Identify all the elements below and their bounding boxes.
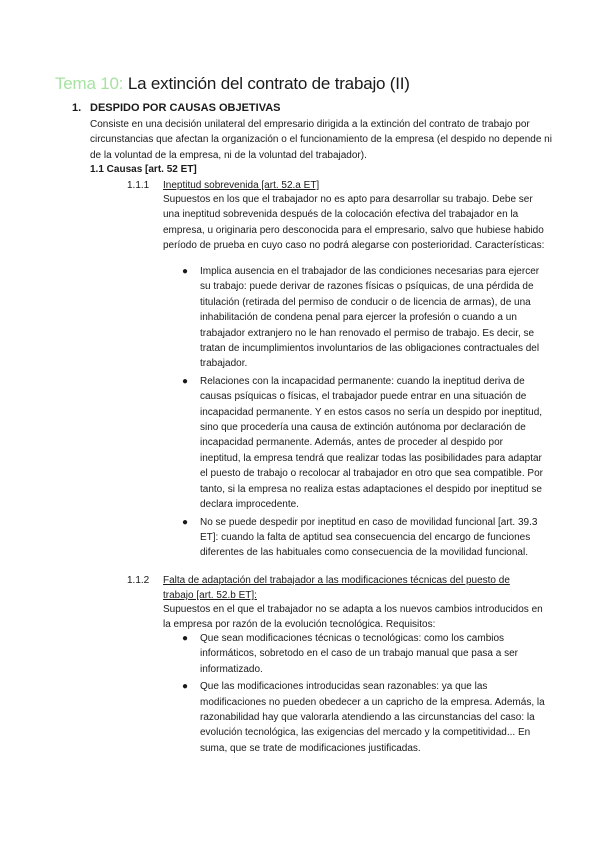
bullet-icon: ●	[182, 516, 189, 528]
subsection-heading: 1.1 Causas [art. 52 ET]	[90, 164, 197, 175]
list-item	[180, 264, 546, 372]
ineptitud-list	[180, 264, 546, 561]
list-item-text: Que las modificaciones introducidas sean razonables: ya que las modificaciones no pueden obedecer a un capricho de la empresa. Además, la razonabilidad hay que valorarla atendiendo a las circunstancias del caso: la evolución tecnológica, las exigencias del mercado y la competitividad... En suma, que se trate de modificaciones justificadas.	[200, 681, 545, 754]
page-title	[55, 74, 410, 94]
section-title: DESPIDO POR CAUSAS OBJETIVAS	[90, 102, 281, 114]
section-intro: Consiste en una decisión unilateral del empresario dirigida a la extinción del contrato de trabajo por circunstancias que afectan la organización o el funcionamiento de la empresa (el despido no depende ni de la voluntad de la empresa, ni de la voluntad del trabajador).	[90, 119, 552, 161]
subsubsection-title: Ineptitud sobrevenida [art. 52.a ET]	[163, 180, 320, 191]
bullet-icon: ●	[182, 375, 189, 387]
list-item	[180, 631, 546, 677]
list-item-text: Implica ausencia en el trabajador de las condiciones necesarias para ejercer su trabajo: puede derivar de razones físicas o psíquicas, de una pérdida de titulación (retirada del permiso de conducir o de licencia de armas), de una inhabilitación de condena penal para ejercer la profesión o cuando a un trabajador extranjero no le han renovado el permiso de trabajo. Es decir, se tratan de incumplimientos involuntarios de las obligaciones contractuales del trabajador.	[200, 266, 540, 370]
title-prefix: Tema 10:	[55, 74, 124, 93]
adaptacion-list	[180, 631, 546, 756]
subsubsection-number: 1.1.1	[127, 180, 150, 191]
bullet-icon: ●	[182, 633, 189, 644]
title-text: La extinción del contrato de trabajo (II)	[127, 74, 410, 93]
list-item	[180, 515, 546, 561]
ineptitud-paragraph: Supuestos en los que el trabajador no es apto para desarrollar su trabajo. Debe ser una ineptitud sobrevenida después de la colocación efectiva del trabajador en la empresa, u originaria pero desconocida para el empresario, salvo que hubiese habido período de prueba en cuyo caso no podrá alegarse con posterioridad. Características:	[163, 194, 545, 252]
list-item	[180, 679, 546, 756]
bullet-icon: ●	[182, 681, 189, 693]
subsubsection-number: 1.1.2	[127, 575, 150, 586]
section-number: 1.	[72, 102, 82, 114]
list-item-text: Relaciones con la incapacidad permanente: cuando la ineptitud deriva de causas psíquicas o físicas, el trabajador puede entrar en una situación de incapacidad permanente. Y en estos casos no sería un despido por ineptitud, sino que procedería una causa de extinción autónoma por declaración de incapacidad permanente. Además, antes de proceder al despido por ineptitud, la empresa tendrá que realizar todas las posibilidades para adaptar el puesto de trabajo o recolocar al trabajador en otro que sea compatible. Por tanto, si la empresa no realiza estas adaptaciones el despido por ineptitud se declara improcedente.	[200, 375, 543, 511]
list-item-text: Que sean modificaciones técnicas o tecnológicas: como los cambios informáticos, sobretodo en el caso de un trabajo manual que pasa a ser informatizado.	[200, 633, 518, 675]
list-item	[180, 374, 546, 513]
adaptacion-paragraph: Supuestos en el que el trabajador no se adapta a los nuevos cambios introducidos en la empresa por razón de la evolución tecnológica. Requisitos:	[163, 604, 543, 631]
section-heading	[72, 102, 281, 114]
bullet-icon: ●	[182, 266, 189, 277]
list-item-text: No se puede despedir por ineptitud en caso de movilidad funcional [art. 39.3 ET]: cuando la falta de aptitud sea consecuencia del encargo de funciones diferentes de las habituales como consecuencia de la movilidad funcional.	[200, 516, 538, 559]
subsubsection-title: Falta de adaptación del trabajador a las modificaciones técnicas del puesto de trabajo [art. 52.b ET]:	[163, 575, 510, 602]
